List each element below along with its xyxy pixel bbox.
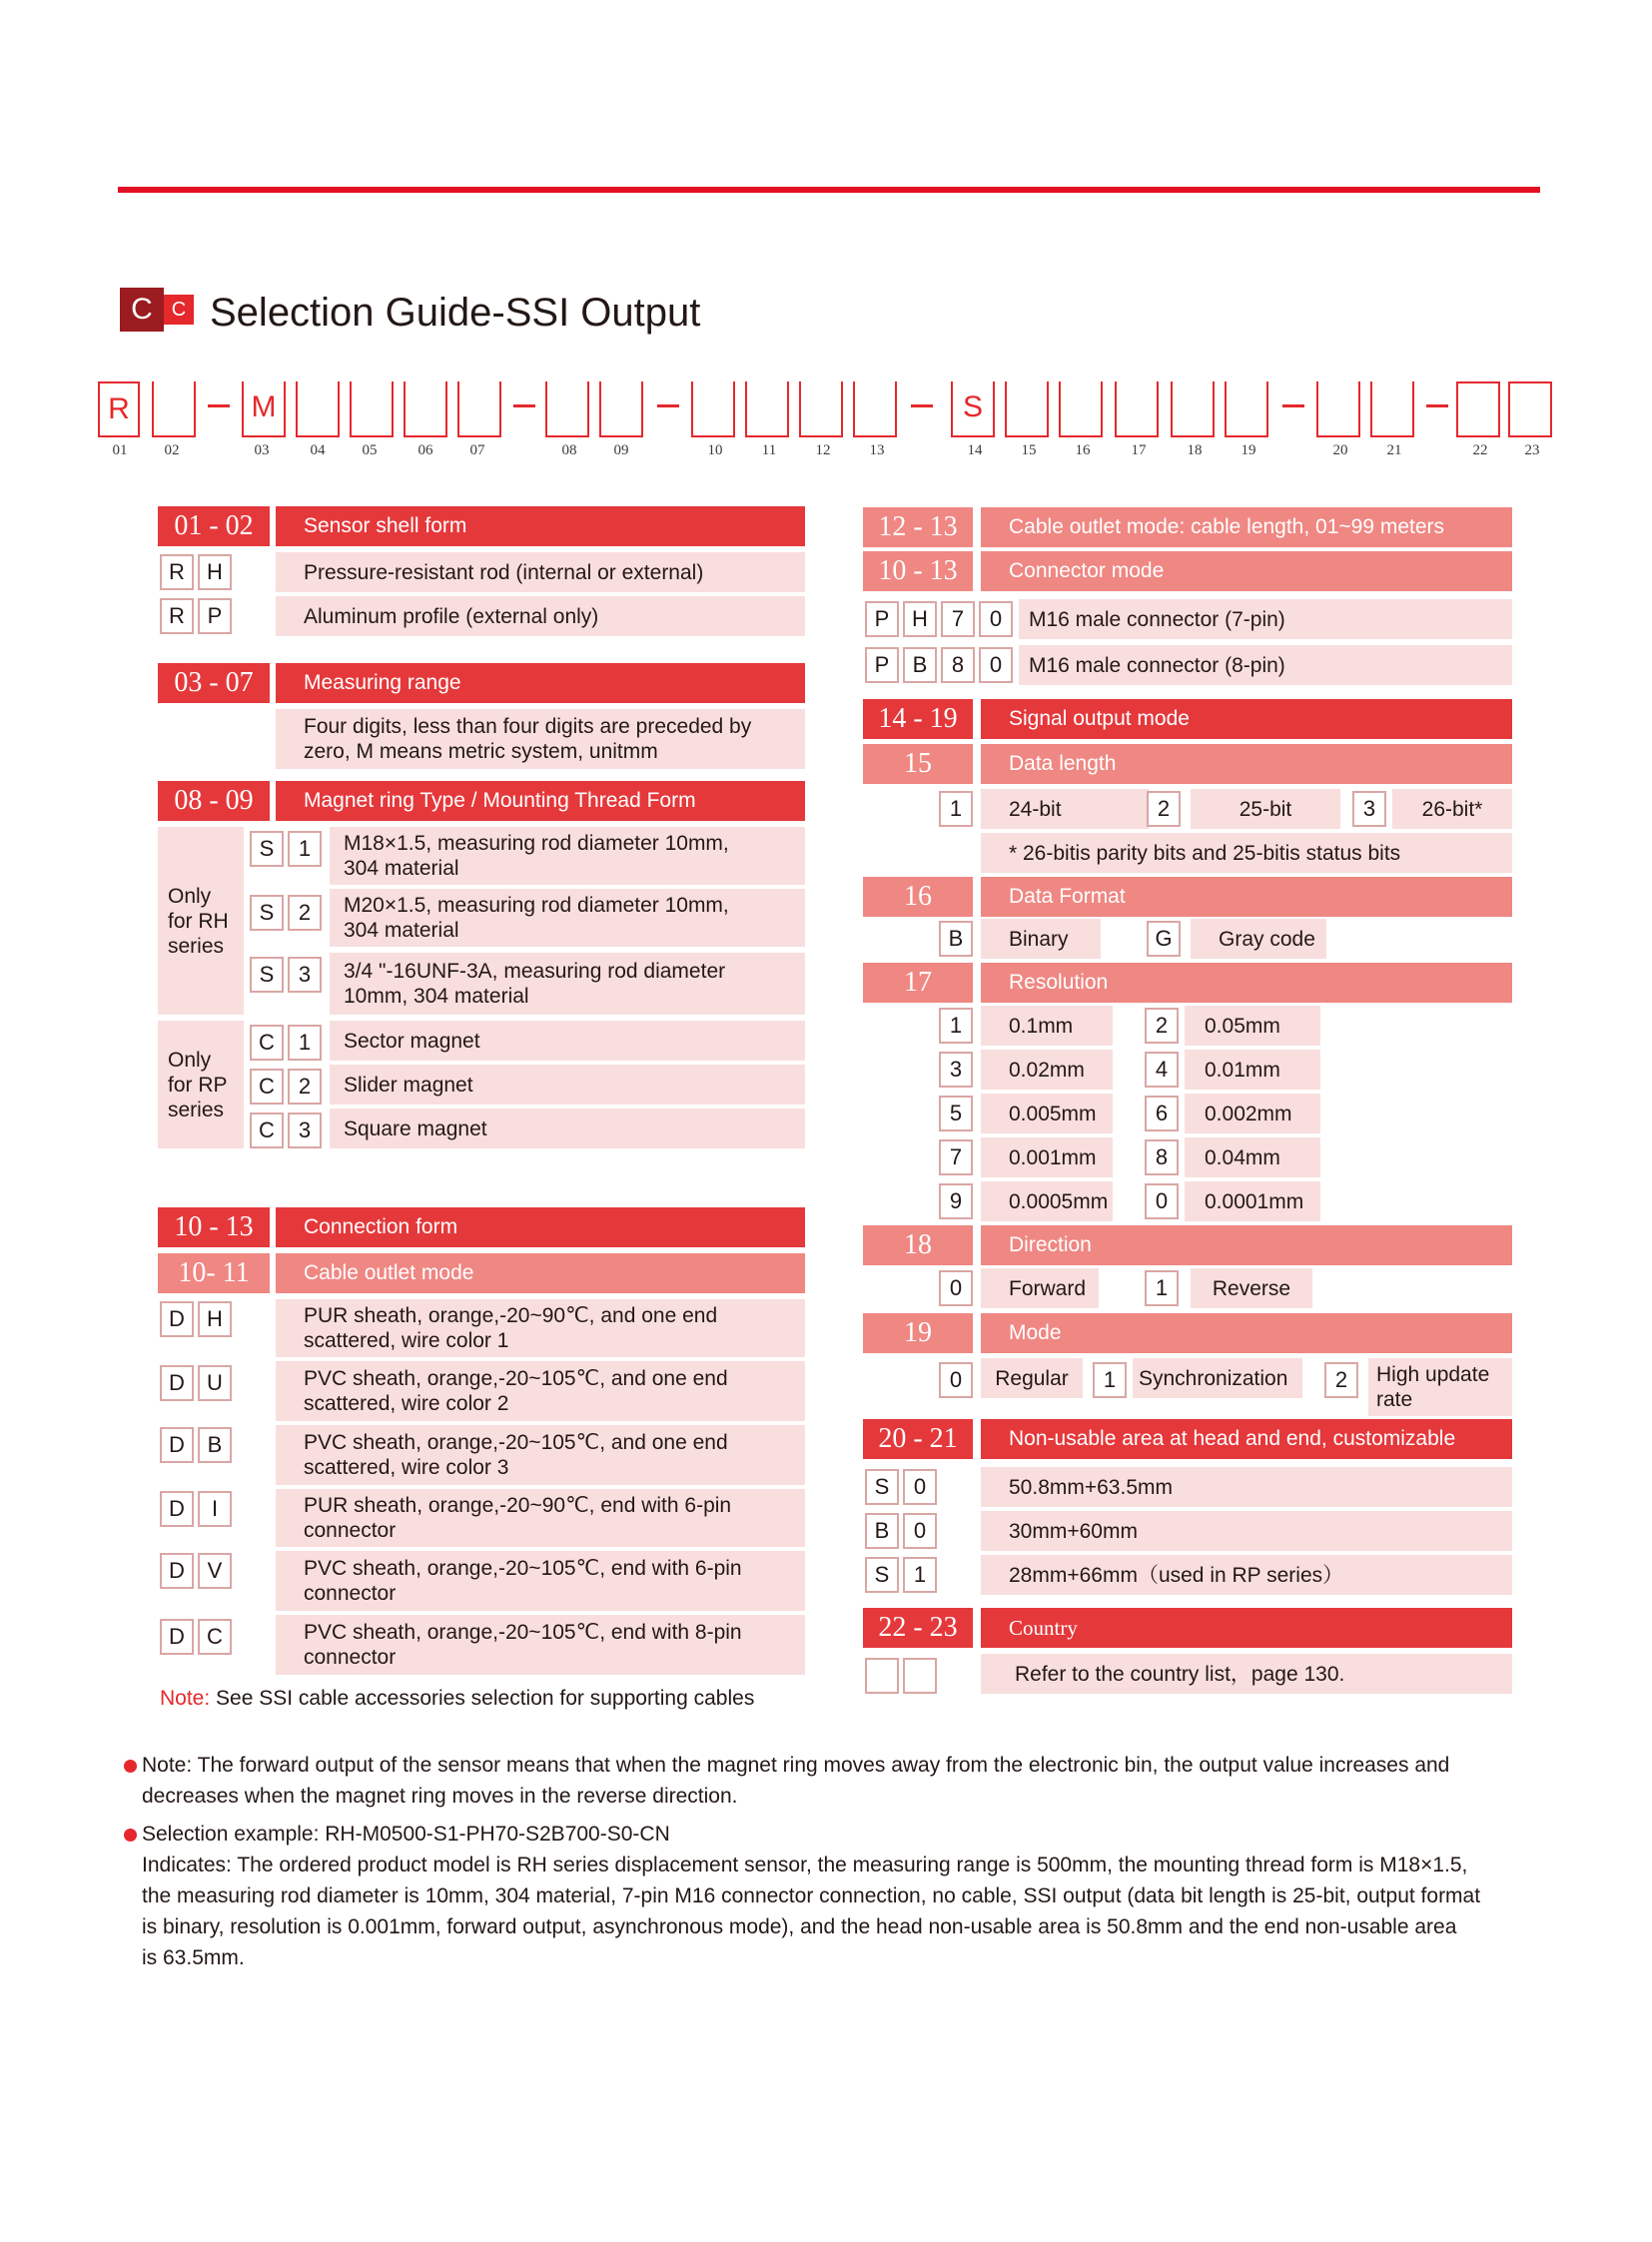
text-line: decreases when the magnet ring moves in the reverse direction. <box>142 1785 738 1808</box>
position-number: 04 <box>310 442 326 458</box>
code-box-09 <box>599 381 643 437</box>
section-title: Non-usable area at head and end, customizable <box>981 1419 1512 1459</box>
code-cell: 2 <box>1147 791 1181 827</box>
section-number: 19 <box>863 1313 973 1353</box>
option-description: 0.04mm <box>1185 1137 1320 1177</box>
section-number: 15 <box>863 744 973 784</box>
code-box-13 <box>853 381 897 437</box>
position-number: 11 <box>761 442 777 458</box>
option-description: Regular <box>981 1358 1083 1398</box>
section-title: Signal output mode <box>981 699 1512 739</box>
option-description: 0.01mm <box>1185 1050 1320 1090</box>
code-cell: B <box>865 1513 899 1549</box>
code-box-21 <box>1370 381 1414 437</box>
code-cell: 0 <box>903 1513 937 1549</box>
option-description <box>276 1615 805 1675</box>
code-box-17 <box>1115 381 1159 437</box>
code-cell: B <box>939 921 973 957</box>
code-box-10 <box>691 381 735 437</box>
position-number: 14 <box>967 442 983 458</box>
code-cell: 7 <box>941 601 975 637</box>
position-number: 05 <box>362 442 378 458</box>
measuring-range-description <box>276 709 805 769</box>
option-description: 0.1mm <box>981 1006 1113 1046</box>
note-text: See SSI cable accessories selection for supporting cables <box>210 1687 755 1710</box>
option-description: Synchronization <box>1133 1358 1302 1398</box>
code-box-22 <box>1456 381 1500 437</box>
code-box-19 <box>1225 381 1268 437</box>
code-cell: P <box>865 601 899 637</box>
position-number: 23 <box>1524 442 1540 458</box>
text-line: Note: The forward output of the sensor means that when the magnet ring moves away from the electronic bin, the output value increases and <box>142 1754 1450 1777</box>
code-cell: D <box>160 1553 194 1589</box>
code-cell: 0 <box>939 1362 973 1398</box>
position-number: 20 <box>1332 442 1348 458</box>
code-box-11 <box>745 381 789 437</box>
position-number: 22 <box>1472 442 1488 458</box>
code-cell: C <box>250 1069 284 1105</box>
code-cell: R <box>160 554 194 590</box>
code-cell: H <box>198 1301 232 1337</box>
code-cell: G <box>1147 921 1181 957</box>
selection-example <box>142 1819 1480 1973</box>
option-description: Slider magnet <box>330 1065 805 1105</box>
option-description: 25-bit <box>1191 789 1340 829</box>
text-line: PVC sheath, orange,-20~105℃, end with 8-pin <box>304 1621 742 1644</box>
code-dash <box>911 404 933 407</box>
code-cell: 3 <box>288 957 322 993</box>
code-cell: 5 <box>939 1096 973 1131</box>
option-description: Gray code <box>1191 919 1326 959</box>
code-cell: V <box>198 1553 232 1589</box>
group-label-rh <box>158 827 244 1015</box>
option-description: 26-bit* <box>1392 789 1512 829</box>
code-cell: 6 <box>1145 1096 1179 1131</box>
section-number: 08 - 09 <box>158 781 270 821</box>
section-number: 22 - 23 <box>863 1608 973 1648</box>
option-description <box>276 1299 805 1357</box>
option-description: 0.002mm <box>1185 1094 1320 1133</box>
code-box-18 <box>1171 381 1215 437</box>
text-line: M20×1.5, measuring rod diameter 10mm, <box>344 894 729 917</box>
section-title: Cable outlet mode: cable length, 01~99 meters <box>981 507 1512 547</box>
forward-output-note <box>142 1750 1449 1812</box>
top-divider <box>118 187 1540 193</box>
text-line: is binary, resolution is 0.001mm, forward output, asynchronous mode), and the head non-usable area is 50.8mm and the end non-usable area <box>142 1915 1457 1938</box>
code-cell: 1 <box>288 831 322 867</box>
option-description: 0.0001mm <box>1185 1181 1320 1221</box>
code-box-23 <box>1508 381 1552 437</box>
position-number: 18 <box>1187 442 1203 458</box>
text-line: 3/4 "-16UNF-3A, measuring rod diameter <box>344 960 726 983</box>
code-box-01: R <box>98 381 140 437</box>
text-line: PUR sheath, orange,-20~90℃, and one end <box>304 1304 718 1327</box>
section-number: 10 - 13 <box>863 551 973 591</box>
note-label: Note: <box>160 1687 211 1710</box>
group-label-line: Only <box>168 884 212 908</box>
code-cell: 3 <box>288 1113 322 1148</box>
code-cell: 0 <box>1145 1183 1179 1219</box>
code-cell: 1 <box>1093 1362 1127 1398</box>
text-line: connector <box>304 1519 397 1542</box>
page-title: Selection Guide-SSI Output <box>210 291 701 335</box>
section-title: Direction <box>981 1225 1512 1265</box>
code-cell: 0 <box>903 1469 937 1505</box>
section-number: 01 - 02 <box>158 506 270 546</box>
text-line: the measuring rod diameter is 10mm, 304 material, 7-pin M16 connector connection, no cable, SSI output (data bit length is 25-bit, output format <box>142 1884 1481 1907</box>
position-number: 19 <box>1240 442 1256 458</box>
text-line: scattered, wire color 2 <box>304 1392 509 1415</box>
option-description: 24-bit <box>981 789 1149 829</box>
example-line: Selection example: RH-M0500-S1-PH70-S2B700-S0-CN <box>142 1823 670 1846</box>
code-cell: 0 <box>979 647 1013 683</box>
code-cell: C <box>198 1619 232 1655</box>
code-cell: 3 <box>1352 791 1386 827</box>
option-description: 0.0005mm <box>981 1181 1113 1221</box>
position-number: 02 <box>164 442 180 458</box>
section-title: Resolution <box>981 963 1512 1003</box>
code-cell: C <box>250 1113 284 1148</box>
bullet-dot <box>124 1829 137 1842</box>
text-line: M18×1.5, measuring rod diameter 10mm, <box>344 832 729 855</box>
code-cell: 2 <box>288 895 322 931</box>
position-number: 12 <box>815 442 831 458</box>
code-cell: D <box>160 1619 194 1655</box>
code-cell: 1 <box>939 791 973 827</box>
section-number: 17 <box>863 963 973 1003</box>
section-title: Magnet ring Type / Mounting Thread Form <box>276 781 805 821</box>
code-cell: 1 <box>1145 1270 1179 1306</box>
code-cell: 1 <box>288 1025 322 1061</box>
text-line: scattered, wire color 3 <box>304 1456 509 1479</box>
section-number: 03 - 07 <box>158 663 270 703</box>
option-description <box>276 1489 805 1547</box>
option-description: 0.05mm <box>1185 1006 1320 1046</box>
position-number: 07 <box>469 442 485 458</box>
text-line: 304 material <box>344 857 459 880</box>
cable-note <box>160 1686 754 1712</box>
option-description <box>330 953 805 1015</box>
option-description <box>330 827 805 885</box>
code-dash <box>1282 404 1304 407</box>
code-cell: S <box>250 957 284 993</box>
code-cell: S <box>250 895 284 931</box>
position-number: 13 <box>869 442 885 458</box>
code-cell: 2 <box>288 1069 322 1105</box>
option-description: Binary <box>981 919 1101 959</box>
code-cell: D <box>160 1491 194 1527</box>
position-number: 08 <box>561 442 577 458</box>
code-cell: 0 <box>939 1270 973 1306</box>
code-cell: 1 <box>939 1008 973 1044</box>
text-line: connector <box>304 1646 397 1669</box>
position-number: 17 <box>1131 442 1147 458</box>
code-cell: U <box>198 1365 232 1401</box>
bullet-dot <box>124 1760 137 1773</box>
code-cell: P <box>198 598 232 634</box>
group-label-rp <box>158 1021 244 1148</box>
section-title: Data Format <box>981 877 1512 917</box>
code-cell: C <box>250 1025 284 1061</box>
option-description: 50.8mm+63.5mm <box>981 1467 1512 1507</box>
section-title: Mode <box>981 1313 1512 1353</box>
data-length-footnote: * 26-bitis parity bits and 25-bitis status bits <box>981 833 1512 873</box>
subsection-title: Cable outlet mode <box>276 1253 805 1293</box>
option-description: Aluminum profile (external only) <box>276 596 805 636</box>
code-cell: 7 <box>939 1139 973 1175</box>
section-number: 16 <box>863 877 973 917</box>
code-box-12 <box>799 381 843 437</box>
code-cell <box>865 1658 899 1694</box>
option-description <box>1368 1358 1512 1416</box>
code-cell: S <box>865 1469 899 1505</box>
code-box-05 <box>350 381 394 437</box>
code-dash <box>1426 404 1448 407</box>
option-description: Forward <box>981 1268 1099 1308</box>
logo-mark-small: C <box>164 295 194 325</box>
text-line: PVC sheath, orange,-20~105℃, end with 6-pin <box>304 1557 742 1580</box>
group-label-line: for RP <box>168 1073 228 1097</box>
text-line: High update <box>1376 1363 1490 1386</box>
option-description: Pressure-resistant rod (internal or external) <box>276 552 805 592</box>
text-line: scattered, wire color 1 <box>304 1329 509 1352</box>
code-box-20 <box>1316 381 1360 437</box>
section-title: Sensor shell form <box>276 506 805 546</box>
code-cell: D <box>160 1301 194 1337</box>
code-cell: 8 <box>1145 1139 1179 1175</box>
code-dash <box>657 404 679 407</box>
position-number: 10 <box>707 442 723 458</box>
text-line: PUR sheath, orange,-20~90℃, end with 6-pin <box>304 1494 732 1517</box>
text-line: PVC sheath, orange,-20~105℃, and one end <box>304 1431 728 1454</box>
text-line: connector <box>304 1582 397 1605</box>
option-description: 30mm+60mm <box>981 1511 1512 1551</box>
option-description: M16 male connector (8-pin) <box>1019 645 1512 685</box>
text-line: 304 material <box>344 919 459 942</box>
position-number: 06 <box>417 442 433 458</box>
option-description <box>276 1425 805 1485</box>
section-title: Connection form <box>276 1207 805 1247</box>
code-cell: B <box>198 1427 232 1463</box>
code-box-08 <box>545 381 589 437</box>
code-cell: 0 <box>979 601 1013 637</box>
position-number: 16 <box>1075 442 1091 458</box>
code-cell: H <box>198 554 232 590</box>
option-description: Square magnet <box>330 1109 805 1148</box>
code-cell: 4 <box>1145 1052 1179 1088</box>
code-cell: S <box>250 831 284 867</box>
option-description: 0.001mm <box>981 1137 1113 1177</box>
code-cell: H <box>903 601 937 637</box>
code-dash <box>208 404 230 407</box>
section-title: Connector mode <box>981 551 1512 591</box>
section-number: 20 - 21 <box>863 1419 973 1459</box>
code-cell: D <box>160 1427 194 1463</box>
logo-mark-large: C <box>120 288 164 332</box>
option-description <box>276 1361 805 1421</box>
option-description: M16 male connector (7-pin) <box>1019 599 1512 639</box>
option-description: Sector magnet <box>330 1021 805 1061</box>
code-box-03: M <box>242 381 286 437</box>
code-cell: 8 <box>941 647 975 683</box>
option-description: Refer to the country list，page 130. <box>981 1654 1512 1694</box>
text-line: 10mm, 304 material <box>344 985 529 1008</box>
position-number: 15 <box>1021 442 1037 458</box>
code-cell: 2 <box>1145 1008 1179 1044</box>
text-line: PVC sheath, orange,-20~105℃, and one end <box>304 1367 728 1390</box>
text-line: rate <box>1376 1388 1413 1411</box>
option-description <box>276 1551 805 1611</box>
option-description: 28mm+66mm（used in RP series） <box>981 1555 1512 1595</box>
text-line: is 63.5mm. <box>142 1946 245 1969</box>
subsection-number: 10- 11 <box>158 1253 270 1293</box>
option-description: 0.005mm <box>981 1094 1113 1133</box>
code-box-15 <box>1005 381 1049 437</box>
code-cell: 1 <box>903 1557 937 1593</box>
code-cell: P <box>865 647 899 683</box>
section-number: 14 - 19 <box>863 699 973 739</box>
text-line: Indicates: The ordered product model is RH series displacement sensor, the measuring range is 500mm, the mounting thread form is M18×1.5, <box>142 1854 1468 1876</box>
code-box-16 <box>1059 381 1103 437</box>
option-description <box>330 889 805 947</box>
section-title: Country <box>981 1608 1512 1648</box>
section-title: Data length <box>981 744 1512 784</box>
code-cell: D <box>160 1365 194 1401</box>
code-cell: I <box>198 1491 232 1527</box>
position-number: 01 <box>112 442 128 458</box>
code-cell: 2 <box>1324 1362 1358 1398</box>
code-box-04 <box>296 381 340 437</box>
code-cell: 9 <box>939 1183 973 1219</box>
section-number: 18 <box>863 1225 973 1265</box>
position-number: 09 <box>613 442 629 458</box>
group-label-line: Only <box>168 1048 212 1072</box>
code-cell: 3 <box>939 1052 973 1088</box>
group-label-line: for RH <box>168 909 229 933</box>
section-number: 12 - 13 <box>863 507 973 547</box>
code-cell: R <box>160 598 194 634</box>
code-box-06 <box>404 381 447 437</box>
code-cell: B <box>903 647 937 683</box>
section-title: Measuring range <box>276 663 805 703</box>
option-description: Reverse <box>1191 1268 1312 1308</box>
group-label-line: series <box>168 1098 225 1121</box>
code-box-07 <box>457 381 501 437</box>
text-line: zero, M means metric system, unitmm <box>304 740 658 763</box>
code-cell: S <box>865 1557 899 1593</box>
code-box-14: S <box>951 381 995 437</box>
text-line: Four digits, less than four digits are preceded by <box>304 715 752 738</box>
position-number: 03 <box>254 442 270 458</box>
code-cell <box>903 1658 937 1694</box>
position-number: 21 <box>1386 442 1402 458</box>
code-dash <box>513 404 535 407</box>
group-label-line: series <box>168 934 225 958</box>
option-description: 0.02mm <box>981 1050 1113 1090</box>
section-number: 10 - 13 <box>158 1207 270 1247</box>
code-box-02 <box>152 381 196 437</box>
